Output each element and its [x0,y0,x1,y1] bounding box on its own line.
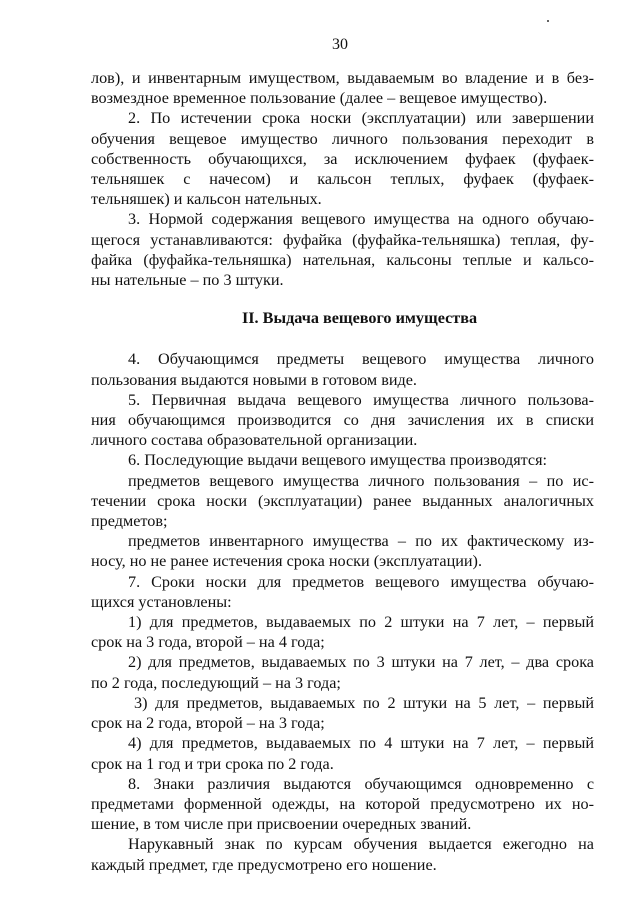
text-line: предметов вещевого имущества личного пользования – по ис- [128,471,594,490]
text-line: Нарукавный знак по курсам обучения выдается ежегодно на [128,835,594,854]
text-line: 6. Последующие выдачи вещевого имущества производятся: [128,451,548,470]
text-line: 2. По истечении срока носки (эксплуатации) или завершении [128,109,594,128]
text-line: каждый предмет, где предусмотрено его ношение. [91,855,437,874]
text-line: 2) для предметов, выдаваемых по 3 штуки на 7 лет, – два срока [128,653,594,672]
text-line: ны нательные – по 3 штуки. [91,271,284,290]
text-line: по 2 года, последующий – на 3 года; [91,673,341,692]
text-line: срок на 3 года, второй – на 4 года; [91,633,325,652]
paragraphs-top [91,68,594,290]
section-heading: II. Выдача вещевого имущества [241,309,478,328]
text-line: предметов; [91,512,168,531]
text-line: личного состава образовательной организации. [91,431,418,450]
text-line: 8. Знаки различия выдаются обучающимся одновременно с [128,774,594,793]
text-line: срок на 1 год и три срока по 2 года. [91,754,334,773]
text-line: обучения вещевое имущество личного пользования переходит в [91,129,594,148]
text-line: собственность обучающихся, за исключением фуфаек (фуфаек- [91,149,594,168]
text-line: ния обучающимся производится со дня зачисления их в списки [91,411,594,430]
text-line: течении срока носки (эксплуатации) ранее выданных аналогичных [91,491,594,510]
text-line: тельняшек) и кальсон нательных. [91,190,322,209]
text-line: 3) для предметов, выдаваемых по 2 штуки на 5 лет, – первый [134,693,594,712]
text-line: 7. Сроки носки для предметов вещевого имущества обучаю- [128,572,594,591]
text-line: носу, но не ранее истечения срока носки (эксплуатации). [91,552,482,571]
text-line: 4) для предметов, выдаваемых по 4 штуки на 7 лет, – первый [128,734,594,753]
text-line: 5. Первичная выдача вещевого имущества личного пользова- [128,390,594,409]
text-line: шение, в том числе при присвоении очередных званий. [91,815,472,834]
text-line: предметами форменной одежды, на которой предусмотрено их но- [91,794,594,813]
paragraphs-section-2 [91,349,594,874]
scan-speck [547,20,549,22]
text-line: 3. Нормой содержания вещевого имущества на одного обучаю- [128,210,594,229]
text-line: щихся установлены: [91,592,232,611]
text-line: 4. Обучающимся предметы вещевого имущества личного [128,350,594,369]
text-line: пользования выдаются новыми в готовом виде. [91,370,417,389]
page-number: 30 [332,36,348,53]
text-line: щегося устанавливаются: фуфайка (фуфайка-тельняшка) теплая, фу- [91,230,594,249]
text-line: 1) для предметов, выдаваемых по 2 штуки на 7 лет, – первый [128,613,594,632]
document-body [91,68,594,875]
text-line: возмездное временное пользование (далее – вещевое имущество). [91,89,548,108]
text-line: тельняшек с начесом) и кальсон теплых, фуфаек (фуфаек- [91,170,594,189]
text-line: срок на 2 года, второй – на 3 года; [91,714,325,733]
text-line: лов), и инвентарным имуществом, выдаваемым во владение и в без- [91,69,594,87]
text-line: файка (фуфайка-тельняшка) нательная, кальсоны теплые и кальсо- [91,250,594,269]
text-line: предметов инвентарного имущества – по их фактическому из- [128,532,594,551]
